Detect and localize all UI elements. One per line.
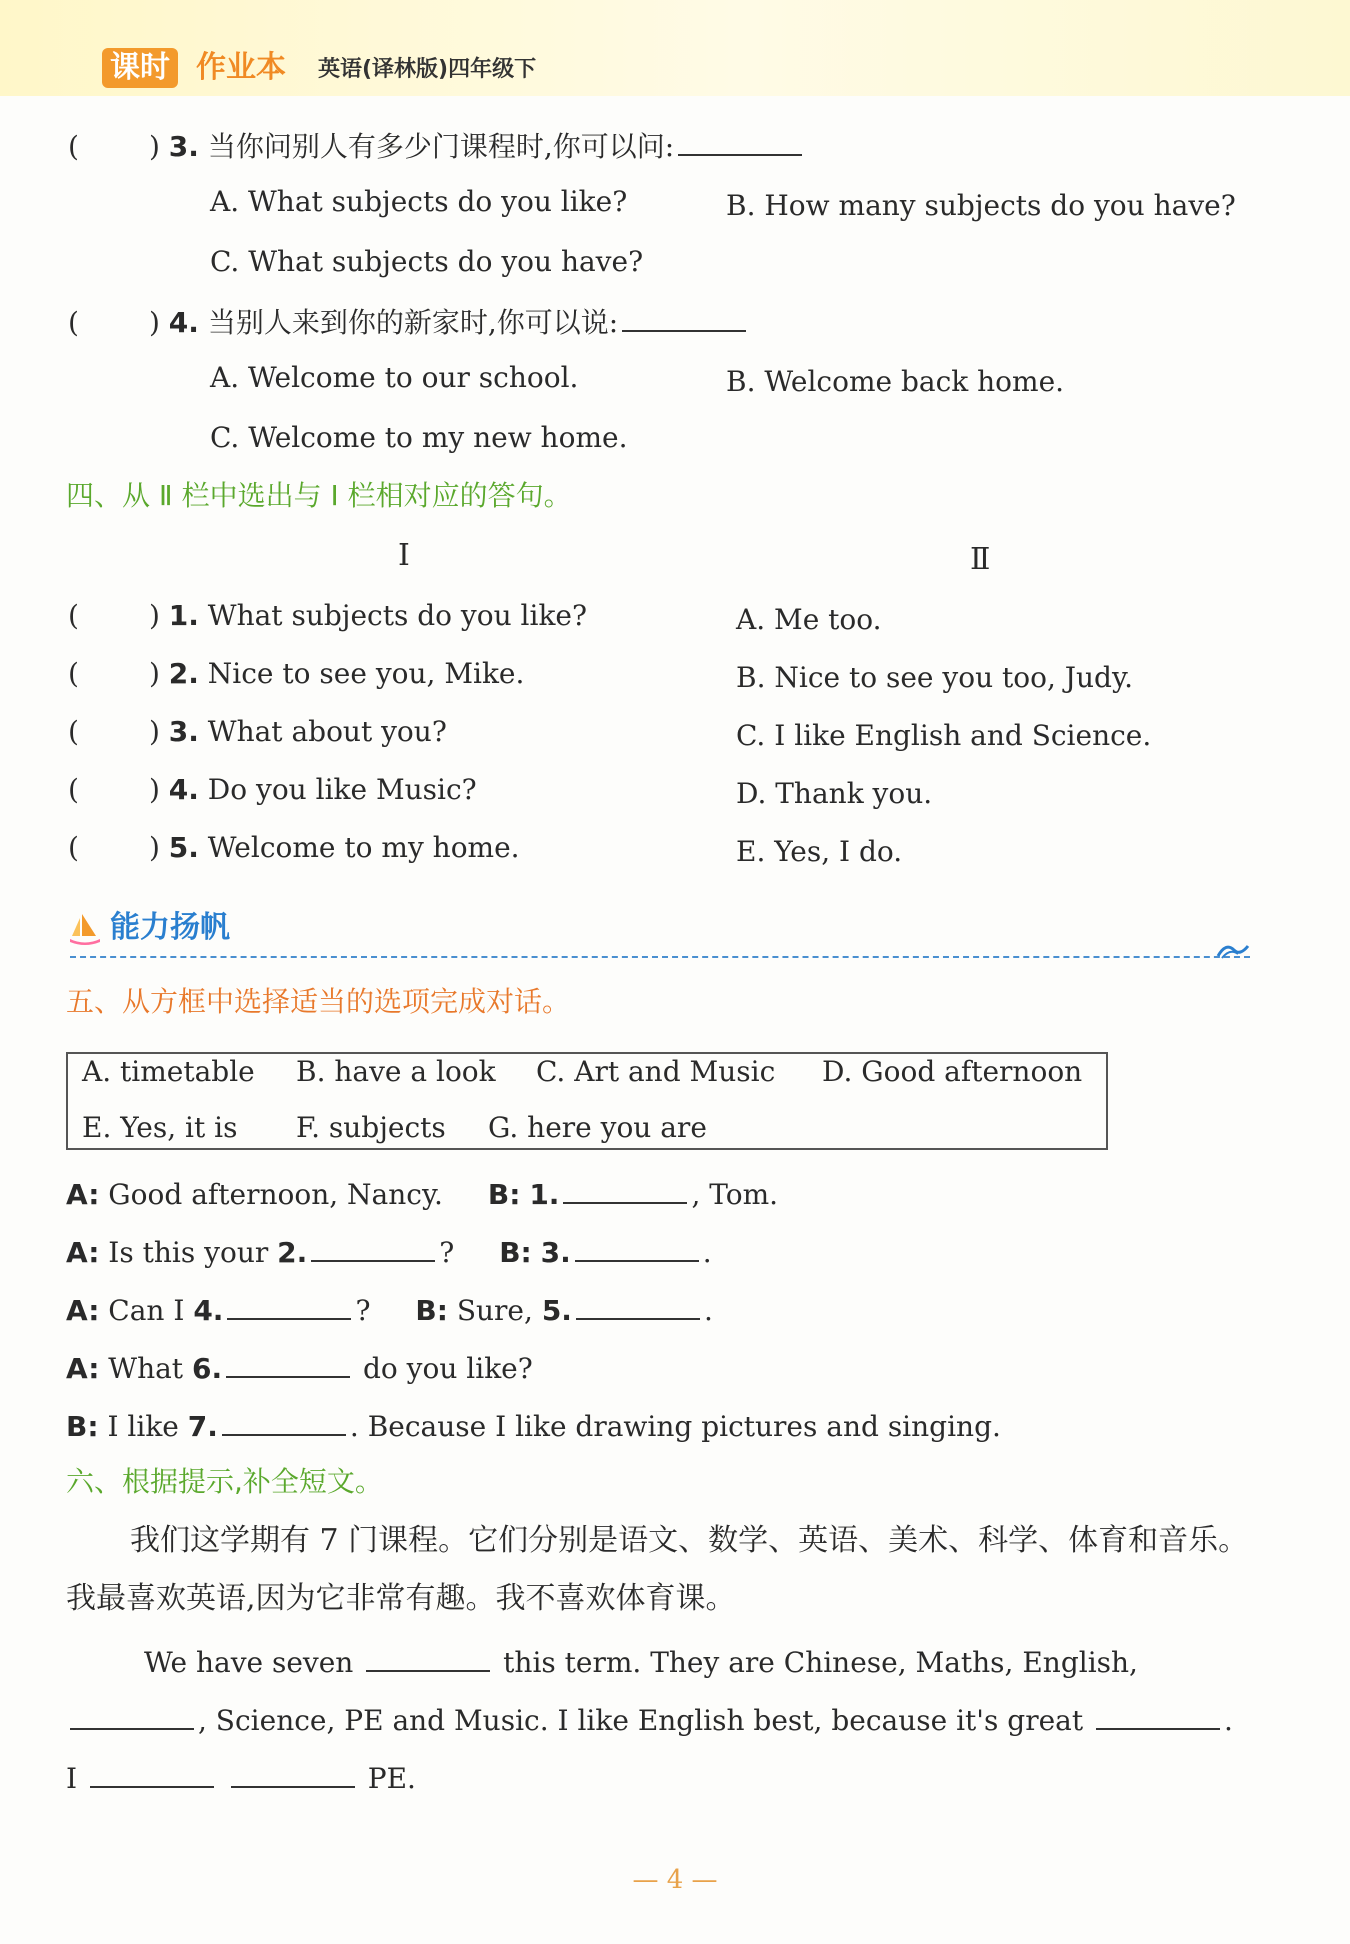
q3-text: 当你问别人有多少门课程时,你可以问: — [207, 130, 675, 163]
passage-blank-4[interactable] — [90, 1756, 214, 1788]
brand-title: 作业本 — [196, 50, 286, 85]
box-opt-c: C. Art and Music — [536, 1055, 776, 1088]
box-opt-e: E. Yes, it is — [82, 1111, 238, 1144]
q4-paren-open: ( — [68, 306, 79, 339]
page-number: — 4 — — [632, 1865, 718, 1895]
passage-blank-5[interactable] — [231, 1756, 355, 1788]
blank-1[interactable] — [563, 1172, 687, 1204]
passage-blank-3[interactable] — [1096, 1698, 1220, 1730]
box-opt-b: B. have a look — [296, 1055, 496, 1088]
s4-item-2: ( ) 2. Nice to see you, Mike. — [68, 657, 525, 690]
ability-banner — [70, 906, 1250, 958]
section5-title: 五、从方框中选择适当的选项完成对话。 — [66, 985, 571, 1018]
book-title: 英语(译林版)四年级下 — [318, 57, 537, 82]
box-opt-g: G. here you are — [488, 1111, 707, 1144]
q3-blank[interactable] — [678, 124, 802, 156]
dialog-line-5: B: I like 7. . Because I like drawing pictures and singing. — [66, 1404, 1001, 1447]
q4-option-c: C. Welcome to my new home. — [210, 421, 628, 454]
s4-item-5: ( ) 5. Welcome to my home. — [68, 831, 520, 864]
blank-7[interactable] — [222, 1404, 346, 1436]
box-opt-a: A. timetable — [82, 1055, 255, 1088]
q3-option-a: A. What subjects do you like? — [210, 185, 628, 218]
q3-option-b: B. How many subjects do you have? — [726, 189, 1236, 222]
s4-answer-b: B. Nice to see you too, Judy. — [736, 661, 1133, 694]
passage-blank-2[interactable] — [70, 1698, 194, 1730]
q4-option-a: A. Welcome to our school. — [210, 361, 579, 394]
blank-5[interactable] — [576, 1288, 700, 1320]
section6-hint-2: 我最喜欢英语,因为它非常有趣。我不喜欢体育课。 — [66, 1581, 736, 1616]
blank-2[interactable] — [311, 1230, 435, 1262]
q3-option-c: C. What subjects do you have? — [210, 245, 644, 278]
passage-blank-1[interactable] — [366, 1640, 490, 1672]
logo: 课时 — [102, 48, 178, 88]
q3-paren-open: ( — [68, 130, 79, 163]
s4-item-1: ( ) 1. What subjects do you like? — [68, 599, 587, 632]
q4-row — [68, 300, 750, 343]
q4-text: 当别人来到你的新家时,你可以说: — [207, 306, 619, 339]
dialog-line-4: A: What 6. do you like? — [66, 1346, 533, 1389]
s4-item-4: ( ) 4. Do you like Music? — [68, 773, 477, 806]
section6-title: 六、根据提示,补全短文。 — [66, 1465, 383, 1498]
q4-option-b: B. Welcome back home. — [726, 365, 1065, 398]
s4-item-3: ( ) 3. What about you? — [68, 715, 447, 748]
sailboat-icon — [70, 912, 100, 946]
blank-4[interactable] — [227, 1288, 351, 1320]
q3-paren-close: ) — [148, 130, 160, 163]
section4-col1: Ⅰ — [398, 538, 410, 573]
section4-title: 四、从 Ⅱ 栏中选出与 Ⅰ 栏相对应的答句。 — [66, 479, 572, 512]
wave-icon — [1216, 940, 1250, 960]
section6-hint-1: 我们这学期有 7 门课程。它们分别是语文、数学、英语、美术、科学、体育和音乐。 — [130, 1523, 1249, 1558]
passage-line-1: We have seven this term. They are Chinese, Maths, English, — [144, 1640, 1138, 1683]
box-opt-d: D. Good afternoon — [822, 1055, 1083, 1088]
dialog-line-3: A: Can I 4. ? B: Sure, 5. . — [66, 1288, 713, 1331]
box-opt-f: F. subjects — [296, 1111, 446, 1144]
s4-answer-d: D. Thank you. — [736, 777, 933, 810]
blank-6[interactable] — [226, 1346, 350, 1378]
q4-blank[interactable] — [622, 300, 746, 332]
section4-col2: Ⅱ — [970, 542, 991, 577]
s4-answer-a: A. Me too. — [736, 603, 882, 636]
passage-line-3: I PE. — [66, 1756, 416, 1799]
s4-answer-e: E. Yes, I do. — [736, 835, 903, 868]
dialog-line-1: A: Good afternoon, Nancy. B: 1. , Tom. — [66, 1172, 778, 1215]
blank-3[interactable] — [575, 1230, 699, 1262]
q4-number: 4. — [168, 306, 199, 339]
ability-label: 能力扬帆 — [110, 910, 230, 945]
q3-number: 3. — [168, 130, 199, 163]
q4-paren-close: ) — [148, 306, 160, 339]
s4-answer-c: C. I like English and Science. — [736, 719, 1152, 752]
dialog-line-2: A: Is this your 2. ? B: 3. . — [66, 1230, 712, 1273]
passage-line-2: , Science, PE and Music. I like English best, because it's great . — [66, 1698, 1233, 1741]
q3-row — [68, 124, 806, 167]
